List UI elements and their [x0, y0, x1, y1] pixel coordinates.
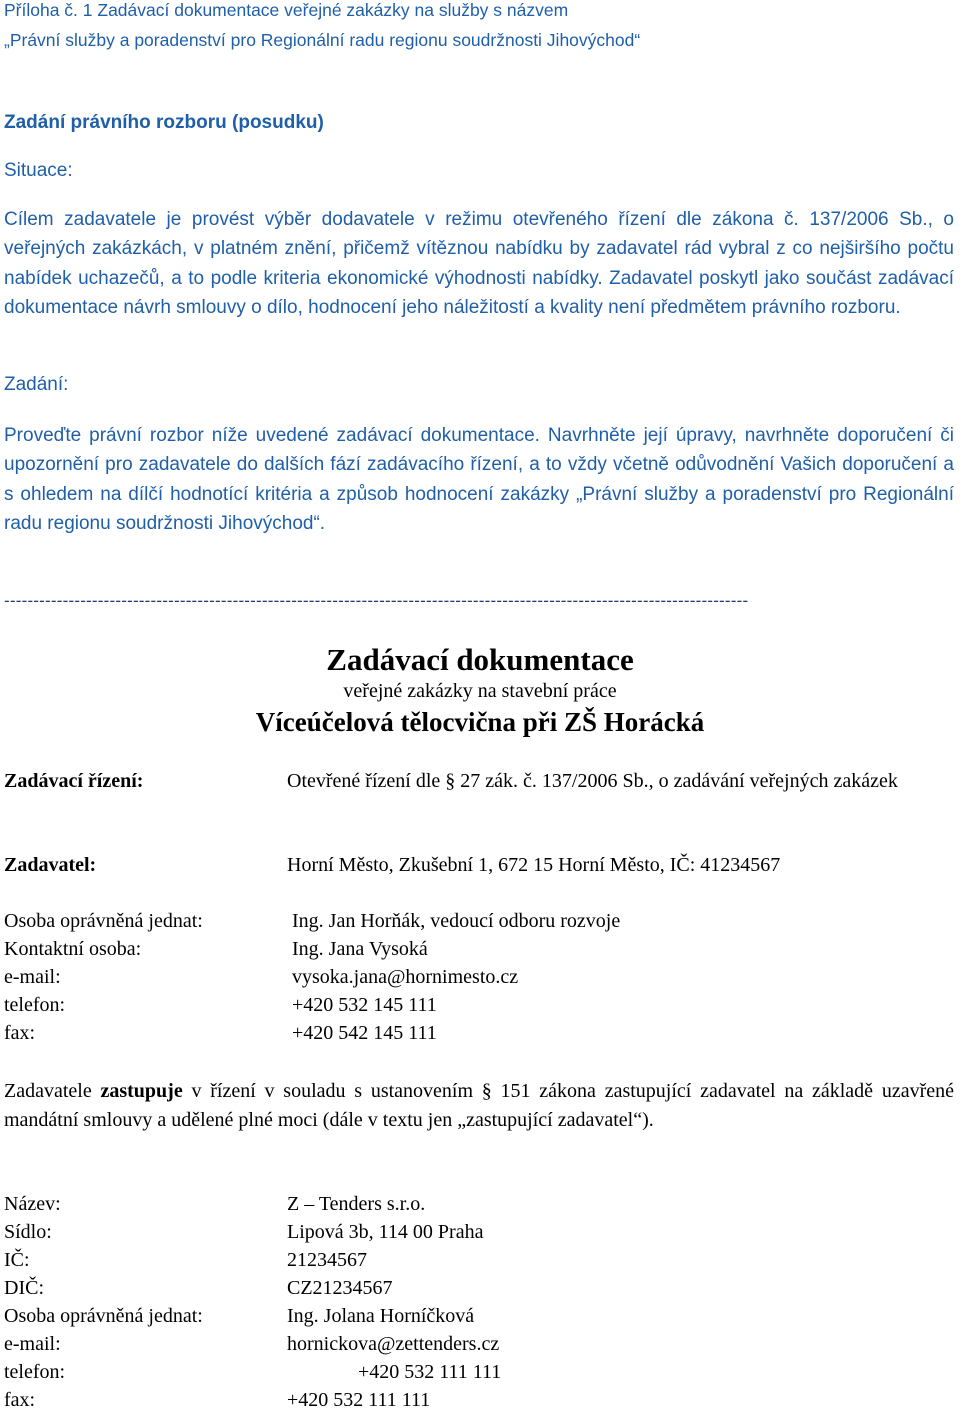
agent-fax: +420 532 111 111 [287, 1389, 431, 1411]
procedure-label: Zadávací řízení: [4, 770, 144, 792]
agent-row [4, 1190, 954, 1218]
contact-row [4, 907, 954, 935]
agent-value: 21234567 [287, 1249, 367, 1271]
separator-line: ------------------------------------------------------------------------------------------------------------------------------- [4, 591, 749, 610]
contact-row [4, 1019, 954, 1047]
contact-label: Kontaktní osoba: [4, 938, 142, 960]
attachment-header: Příloha č. 1 Zadávací dokumentace veřejné zakázky na služby s názvem [4, 0, 569, 20]
representation-text: v řízení v souladu s ustanovením § 151 zákona zastupující zadavatel na základě uzavřené mandátní smlouvy a udělené plné moci (dále v textu jen „zastupující zadavatel“). [4, 1080, 954, 1131]
agent-label: telefon: [4, 1361, 66, 1383]
agent-label: e-mail: [4, 1333, 61, 1355]
contact-label: fax: [4, 1022, 36, 1044]
representation-paragraph [4, 1077, 954, 1134]
agent-value: Ing. Jolana Horníčková [287, 1305, 475, 1327]
situation-paragraph [4, 205, 954, 323]
agent-email: hornickova@zettenders.cz [287, 1333, 500, 1355]
agent-label: fax: [4, 1389, 36, 1411]
contact-phone: +420 532 145 111 [292, 994, 437, 1016]
representation-bold: zastupuje [100, 1080, 183, 1102]
assignment-paragraph: Proveďte právní rozbor níže uvedené zadávací dokumentace. Navrhněte její úpravy, navrhněte doporučení či upozornění pro zadavatele do dalších fází zadávacího řízení, a to vždy včetně odůvodnění Vašich doporučení a s ohledem na dílčí hodnotící kritéria a způsob hodnocení zakázky „Právní služby a poradenství pro Regionální radu regionu soudržnosti Jihovýchod“. [4, 425, 954, 535]
contracting-value: Horní Město, Zkušební 1, 672 15 Horní Město, IČ: 41234567 [287, 854, 781, 876]
project-name: Víceúčelová tělocvična při ZŠ Horácká [255, 707, 705, 737]
agent-row [4, 1246, 954, 1274]
document-title: Zadávací dokumentace [326, 642, 634, 677]
agent-label: DIČ: [4, 1277, 44, 1299]
task-title: Zadání právního rozboru (posudku) [4, 112, 324, 133]
contact-email: vysoka.jana@hornimesto.cz [292, 966, 519, 988]
contact-label: e-mail: [4, 966, 61, 988]
agent-row [4, 1274, 954, 1302]
agent-row [4, 1386, 954, 1414]
assignment-label: Zadání: [4, 374, 69, 395]
contract-name-header: „Právní služby a poradenství pro Regionální radu regionu soudržnosti Jihovýchod“ [4, 30, 641, 50]
representation-text: Zadavatele [4, 1080, 101, 1102]
contracting-row [4, 851, 954, 879]
agent-label: IČ: [4, 1249, 30, 1271]
situation-text-2: Zadavatel poskytl jako součást zadávací dokumentace návrh smlouvy o dílo, hodnocení jeho náležitostí a kvality není předmětem právního rozboru. [4, 267, 954, 319]
contact-value: Ing. Jana Vysoká [292, 938, 428, 960]
agent-value: Lipová 3b, 114 00 Praha [287, 1221, 484, 1243]
agent-label: Sídlo: [4, 1221, 52, 1243]
agent-row [4, 1218, 954, 1246]
situation-label: Situace: [4, 160, 73, 181]
contact-row [4, 935, 954, 963]
contact-label: Osoba oprávněná jednat: [4, 910, 203, 932]
agent-label: Název: [4, 1193, 61, 1215]
contact-label: telefon: [4, 994, 66, 1016]
contact-fax: +420 542 145 111 [292, 1022, 437, 1044]
contact-value: Ing. Jan Horňák, vedoucí odboru rozvoje [292, 910, 621, 932]
agent-row [4, 1358, 954, 1386]
agent-phone: +420 532 111 111 [358, 1361, 502, 1383]
contact-row [4, 991, 954, 1019]
contact-row [4, 963, 954, 991]
agent-label: Osoba oprávněná jednat: [4, 1305, 203, 1327]
agent-value: CZ21234567 [287, 1277, 393, 1299]
agent-row [4, 1302, 954, 1330]
situation-text-1: Cílem zadavatele je provést výběr dodavatele v režimu otevřeného řízení dle zákona č. 137/2006 Sb., o veřejných zakázkách, v platném znění, přičemž vítěznou nabídku by zadavatel rád vybral z co nejširšího počtu nabídek uchazečů, a to podle kriteria ekonomické výhodnosti nabídky. [4, 209, 954, 289]
procedure-row [4, 767, 954, 823]
agent-value: Z – Tenders s.r.o. [287, 1193, 426, 1215]
procedure-value: Otevřené řízení dle § 27 zák. č. 137/2006 Sb., o zadávání veřejných zakázek [287, 770, 898, 792]
document-subtitle: veřejné zakázky na stavební práce [343, 680, 617, 702]
agent-row [4, 1330, 954, 1358]
contracting-label: Zadavatel: [4, 854, 97, 876]
